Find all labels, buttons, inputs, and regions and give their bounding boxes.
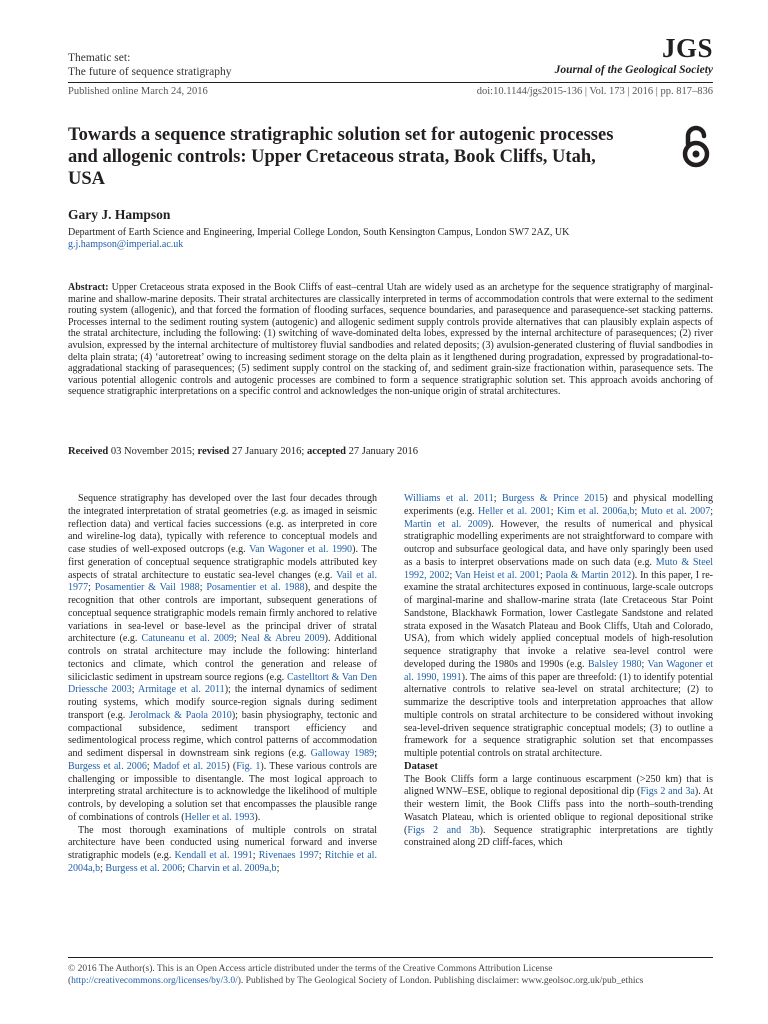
citation-link[interactable]: Madof et al. 2015 [152,760,227,772]
footer-divider [68,957,713,958]
citation-link[interactable]: Van Wagoner et al. 1990, 1991 [404,658,713,683]
dataset-heading: Dataset [404,760,438,772]
thematic-set-label: Thematic set: [68,52,131,64]
accepted-date: 27 January 2016 [348,446,419,457]
received-label: Received [68,446,109,457]
citation-link[interactable]: Muto et al. 2007 [640,505,711,517]
citation-link[interactable]: Burgess et al. 2006 [105,862,183,874]
citation-link[interactable]: Armitage et al. 2011 [137,684,225,696]
citation-link[interactable]: Muto & Steel 1992, 2002 [404,556,713,581]
intro-paragraph-1: Sequence stratigraphy has developed over the last four decades through the integrated interpretation of stratal geometries (e.g. as imaged in seismic reflection data) and vertical facies successions (e.g. as interpreted in core and wireline-log data), typically with reference to conceptual models and case studies of well-exposed outcrops (e.g. Van Wagoner et al. 1990). The first generation of conceptual sequence stratigraphic models attributed key aspects of stratal architecture to eustatic sea-level changes (e.g. Vail et al. 1977; Posamentier & Vail 1988; Posamentier et al. 1988), and despite the recognition that other controls are important, subsequent generations of conceptual sequence stratigraphic models remain firmly anchored to relative variations in sea-level or base-level as the principal driver of stratal architecture (e.g. Catuneanu et al. 2009; Neal & Abreu 2009). Additional controls on stratal architecture may include the following: hinterland tectonics and climate, which control the generation and release of siliciclastic sediment in upstream source regions (e.g. Castelltort & Van Den Driessche 2003; Armitage et al. 2011); the internal dynamics of sediment routing systems, which modify source-region signals during sediment transport (e.g. Jerolmack & Paola 2010); basin physiography, tectonic and compactional subsidence, sediment transport efficiency and sedimentological process regime, which control patterns of accommodation and sediment dispersal in downstream sink regions (e.g. Galloway 1989; Burgess et al. 2006; Madof et al. 2015) (Fig. 1). These various controls are challenging or impossible to disentangle. The most logical approach to interpreting stratal architecture is to acknowledge the likelihood of multiple controls, by developing a solution set that encompasses the plausible range of combinations of controls (Heller et al. 1993). [68,493,378,823]
citation-link[interactable]: Catuneanu et al. 2009 [141,633,234,645]
citation-link[interactable]: Galloway 1989 [310,748,375,759]
citation-link[interactable]: Van Wagoner et al. 1990 [249,544,353,555]
citation-link[interactable]: Heller et al. 2001 [477,505,551,517]
affiliation-text: Department of Earth Science and Engineering, Imperial College London, South Kensington Campus, London SW7 2AZ, UK [68,227,570,238]
citation-link[interactable]: Rivenaes 1997 [258,850,319,861]
article-title: Towards a sequence stratigraphic solution set for autogenic processes and allogenic controls: Upper Cretaceous strata, Book Cliffs, Utah, USA [68,125,614,189]
author-name: Gary J. Hampson [68,207,171,222]
author-affiliation [68,227,713,251]
revised-date: 27 January 2016; [232,446,305,457]
citation-link[interactable]: Jerolmack & Paola 2010 [129,709,232,721]
citation-link[interactable]: Heller et al. 1993 [184,811,255,823]
journal-logo: JGS [661,33,713,63]
citation-link[interactable]: Castelltort & Van Den Driessche 2003 [68,671,377,696]
doi-info[interactable]: doi:10.1144/jgs2015-136 | Vol. 173 | 2016 | pp. 817–836 [476,86,713,97]
body-column-left [68,493,377,876]
citation-link[interactable]: Williams et al. 2011 [404,493,494,504]
dataset-paragraph: The Book Cliffs form a large continuous escarpment (>250 km) that is aligned WNW–ESE, oblique to regional depositional dip (Figs 2 and 3a). At their western limit, the Book Cliffs pass into the north–south-trending Wasatch Plateau, which is oriented oblique to regional depositional strike (Figs 2 and 3b). Sequence stratigraphic interpretations are tightly constrained along 2D cliff-faces, which [404,773,713,849]
citation-link[interactable]: Van Heist et al. 2001 [454,569,540,581]
publication-info-row [68,86,713,97]
abstract-text: Upper Cretaceous strata exposed in the Book Cliffs of east–central Utah are widely used as an archetype for the sequence stratigraphy of marginal-marine and shallow-marine deposits. Their stratal architectures are classically interpreted in terms of accommodation controls that were external to the sediment routing system (allogenic), and that forced the formation of flooding surfaces, sequence boundaries, and parasequence and parasequence-set stacking patterns. Processes internal to the sediment routing system (autogenic) and allogenic sediment supply controls provide alternatives that can plausibly explain aspects of the stratal architecture, including the following: (1) switching of wave-dominated delta lobes, expressed by the internal architecture of parasequences; (2) river avulsion, expressed by the internal architecture of multistorey fluvial sandbodies and related deposits; (3) avulsion-generated clustering of fluvial sandbodies in delta plain strata; (4) ‘autoretreat’ owing to increasing sediment storage on the delta plain as it lengthened during progradation, expressed by progradational-to-aggradational stacking of parasequences; (5) sediment supply control on the stacking of, and sediment grain-size fractionation within, parasequence sets. The various potential allogenic controls and autogenic processes are combined to form a sequence stratigraphic solution set. This approach avoids anchoring of sequence stratigraphic interpretations on a specific control and acknowledges the non-unique origin of stratal architectures. [68,282,713,398]
thematic-set-title: The future of sequence stratigraphy [68,66,232,78]
journal-name: Journal of the Geological Society [554,64,713,76]
intro-paragraph-2-continued: Williams et al. 2011; Burgess & Prince 2015) and physical modelling experiments (e.g. Heller et al. 2001; Kim et al. 2006a,b; Muto et al. 2007; Martin et al. 2009). However, the results of numerical and physical stratigraphic modelling experiments are not straightforward to compare with outcrop and subsurface geological data, and have only sparingly been used as a basis to interpret observations made on such data (e.g. Muto & Steel 1992, 2002; Van Heist et al. 2001; Paola & Martin 2012). In this paper, I re-examine the stratal architectures exposed in continuous, large-scale outcrops of marginal-marine and shallow-marine strata (late Cretaceous Star Point Sandstone, Blackhawk Formation, lower Castlegate Sandstone and related strata exposed in the Wasatch Plateau and Book Cliffs, Utah and Colorado, USA), from which widely applied conceptual models of high-resolution sequence stratigraphy that invoke a relative sea-level control were developed during the 1980s and 1990s (e.g. Balsley 1980; Van Wagoner et al. 1990, 1991). The aims of this paper are threefold: (1) to identify potential alternative controls to relative sea-level on stratal architecture; (2) to summarize the descriptive tools and interpretation approaches that allow multiple controls on stratal architecture to be considered without invoking sea-level-driven sequence stratigraphic conceptual models; (3) to outline a framework for a sequence stratigraphic solution set that encompasses multiple potential controls on stratal architecture. [404,493,714,759]
citation-link[interactable]: Burgess & Prince 2015 [502,493,605,504]
citation-link[interactable]: Kendall et al. 1991 [174,850,253,861]
figure-link[interactable]: Figs 2 and 3b [407,824,480,836]
citation-link[interactable]: Burgess et al. 2006 [68,760,147,772]
author-email-link[interactable]: g.j.hampson@imperial.ac.uk [68,239,184,250]
accepted-label: accepted [306,446,347,457]
abstract [68,282,713,398]
header-divider [68,82,713,83]
citation-link[interactable]: Paola & Martin 2012 [545,569,632,581]
received-date: 03 November 2015; [110,446,195,457]
citation-link[interactable]: Kim et al. 2006a,b [557,505,635,517]
license-link[interactable]: http://creativecommons.org/licenses/by/3.0/ [71,976,238,986]
published-date: Published online March 24, 2016 [68,86,208,97]
abstract-label: Abstract: [68,282,109,293]
thematic-set-header [68,51,232,79]
body-column-right [404,493,713,850]
open-access-lock-icon [676,124,716,168]
figure-link[interactable]: Figs 2 and 3a [640,786,695,798]
citation-link[interactable]: Vail et al. 1977 [68,569,377,594]
citation-link[interactable]: Neal & Abreu 2009 [240,633,325,645]
revised-label: revised [197,446,230,457]
article-dates [68,446,418,457]
citation-link[interactable]: Charvin et al. 2009a,b [187,862,277,874]
license-footer: © 2016 The Author(s). This is an Open Access article distributed under the terms of the Creative Commons Attribution License (http://creativecommons.org/licenses/by/3.0/). Published by The Geological Society of London. Publishing disclaimer: www.geolsoc.org.uk/pub_ethics [68,964,644,986]
intro-paragraph-2: The most thorough examinations of multiple controls on stratal architecture have been conducted using numerical forward and inverse stratigraphic models (e.g. Kendall et al. 1991; Rivenaes 1997; Ritchie et al. 2004a,b; Burgess et al. 2006; Charvin et al. 2009a,b; [68,824,377,874]
citation-link[interactable]: Martin et al. 2009 [404,518,488,530]
citation-link[interactable]: Posamentier et al. 1988 [206,582,305,594]
figure-link[interactable]: Fig. 1 [236,760,261,772]
citation-link[interactable]: Balsley 1980 [587,658,642,670]
citation-link[interactable]: Posamentier & Vail 1988 [94,582,200,594]
citation-link[interactable]: Ritchie et al. 2004a,b [68,850,377,874]
journal-branding [555,33,713,77]
